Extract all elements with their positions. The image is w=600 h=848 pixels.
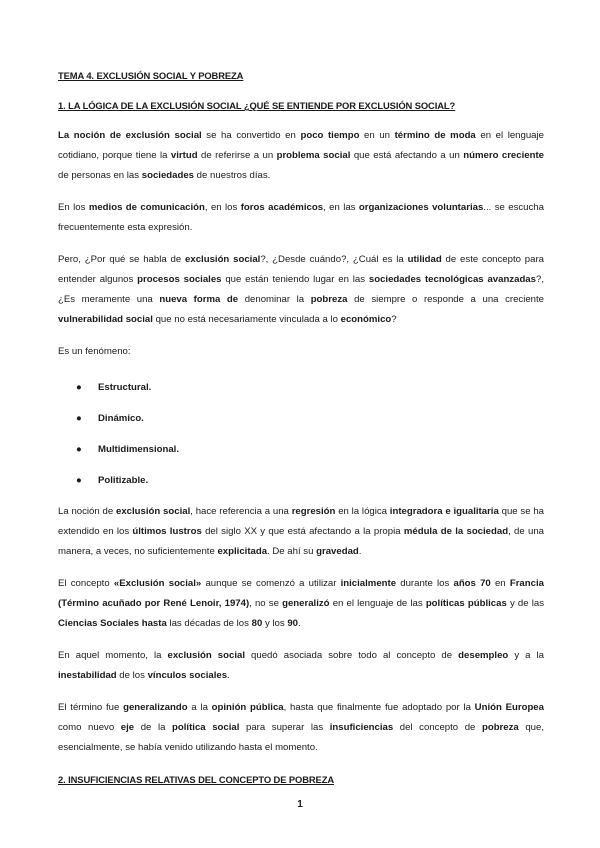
paragraph-6: El concepto «Exclusión social» aunque se comenzó a utilizar inicialmente durante los años 70 en Francia (Término acuñado por René Lenoir, 1974), no se generalizó en el lenguaje de las políticas públicas y de las Ciencias Sociales hasta las décadas de los 80 y los 90. xyxy=(58,578,545,629)
document-title: TEMA 4. EXCLUSIÓN SOCIAL Y POBREZA xyxy=(58,70,244,81)
list-item: ● Multidimensional. xyxy=(76,440,544,471)
paragraph-2: En los medios de comunicación, en los foros académicos, en las organizaciones voluntarias... se escucha frecuentemente esta expresión. xyxy=(58,202,544,233)
bullet-list xyxy=(58,378,544,502)
bullet-icon: ● xyxy=(76,413,82,424)
list-item: ● Dinámico. xyxy=(76,409,544,440)
paragraph-5: La noción de exclusión social, hace referencia a una regresión en la lógica integradora e igualitaria que se ha extendido en los últimos lustros del siglo XX y que está afectando a la propia médula de la sociedad, de una manera, a veces, no suficientemente explicitada. De ahí su gravedad. xyxy=(58,506,544,557)
paragraph-8: El término fue generalizando a la opinión pública, hasta que finalmente fue adoptado por la Unión Europea como nuevo eje de la política social para superar las insuficiencias del concepto de pobreza que, esencialmente, se había venido utilizando hasta el momento. xyxy=(58,702,545,753)
paragraph-7: En aquel momento, la exclusión social quedó asociada sobre todo al concepto de desempleo y a la inestabilidad de los vínculos sociales. xyxy=(58,650,544,681)
bullet-icon: ● xyxy=(76,382,82,393)
page-number: 1 xyxy=(297,799,303,810)
list-item: ● Politizable. xyxy=(76,471,544,502)
paragraph-1: La noción de exclusión social se ha convertido en poco tiempo en un término de moda en el lenguaje cotidiano, porque tiene la virtud de referirse a un problema social que está afectando a un número creciente de personas en las sociedades de nuestros días. xyxy=(58,130,544,181)
list-item: ● Estructural. xyxy=(76,378,544,409)
bullet-icon: ● xyxy=(76,444,82,455)
paragraph-3: Pero, ¿Por qué se habla de exclusión social?, ¿Desde cuándo?, ¿Cuál es la utilidad de este concepto para entender algunos procesos sociales que están teniendo lugar en las sociedades tecnológicas avanzadas?, ¿Es meramente una nueva forma de denominar la pobreza de siempre o responde a una creciente vulnerabilidad social que no está necesariamente vinculada a lo económico? xyxy=(58,254,545,325)
section-heading-2: 2. INSUFICIENCIAS RELATIVAS DEL CONCEPTO DE POBREZA xyxy=(58,774,335,785)
paragraph-4: Es un fenómeno: xyxy=(58,346,131,357)
bullet-icon: ● xyxy=(76,475,82,486)
section-heading-1: 1. LA LÓGICA DE LA EXCLUSIÓN SOCIAL ¿QUÉ SE ENTIENDE POR EXCLUSIÓN SOCIAL? xyxy=(58,100,456,111)
